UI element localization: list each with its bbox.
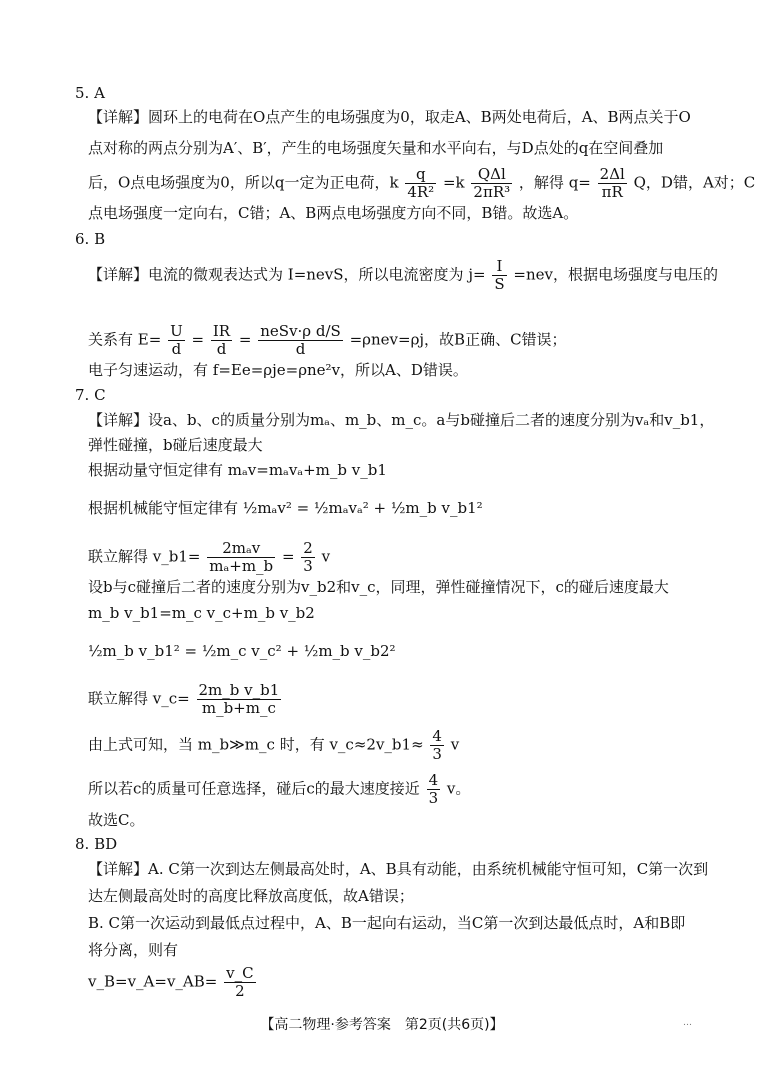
fraction: $\frac{2}{3}$ bbox=[303, 539, 313, 575]
q5-line4: 点电场强度一定向右，C错；A、B两点电场强度方向不同，B错。故选A。 bbox=[88, 204, 579, 222]
fraction: $\frac{2\Delta l}{\pi R}$ bbox=[599, 165, 625, 201]
equation: ½mₐv² = ½mₐvₐ² + ½m_b v_b1² bbox=[242, 499, 483, 517]
fraction: $\frac{4}{3}$ bbox=[432, 727, 442, 763]
text: =nev，根据电场强度与电压的 bbox=[513, 265, 718, 284]
q5-line3 bbox=[88, 166, 755, 201]
q8-line4: 将分离，则有 bbox=[88, 941, 179, 959]
q7-line6: 设b与c碰撞后二者的速度分别为v_b2和v_c，同理，弹性碰撞情况下，c的碰后速度最大 bbox=[88, 578, 669, 596]
answer-5: 5. A bbox=[75, 84, 105, 102]
q7-line7: m_b v_b1=m_c v_c+m_b v_b2 bbox=[88, 604, 315, 622]
q5-line2: 点对称的两点分别为A′、B′，产生的电场强度矢量和水平向右，与D点处的q在空间叠加 bbox=[88, 139, 664, 157]
text: v bbox=[321, 547, 331, 566]
q7-line5 bbox=[88, 540, 330, 575]
q6-line3: 电子匀速运动，有 f=Ee=ρje=ρne²v，所以A、D错误。 bbox=[88, 361, 468, 379]
text: = bbox=[281, 547, 295, 566]
answer-7: 7. C bbox=[75, 386, 106, 404]
q8-line2: 达左侧最高处时的高度比释放高度低，故A错误； bbox=[88, 887, 414, 905]
q7-line2: 弹性碰撞，b碰后速度最大 bbox=[88, 436, 263, 454]
corner-mark: … bbox=[683, 1018, 692, 1028]
fraction: $\frac{I}{S}$ bbox=[494, 257, 505, 293]
q6-line1 bbox=[88, 258, 718, 293]
q6-line2 bbox=[88, 323, 567, 358]
q7-line8: ½m_b v_b1² = ½m_c v_c² + ½m_b v_b2² bbox=[88, 642, 396, 660]
text: Q，D错，A对；C bbox=[633, 173, 756, 192]
q8-line3: B. C第一次运动到最低点过程中，A、B一起向右运动，当C第一次到达最低点时，A和B即 bbox=[88, 914, 686, 932]
text: v_B=v_A=v_AB= bbox=[88, 972, 218, 991]
q7-line9 bbox=[88, 682, 283, 717]
text: = bbox=[238, 330, 252, 349]
text: =k bbox=[442, 173, 465, 192]
q8-line5 bbox=[88, 965, 258, 1000]
text: 根据机械能守恒定律有 bbox=[88, 499, 239, 517]
q5-line1: 【详解】圆环上的电荷在O点产生的电场强度为0，取走A、B两处电荷后，A、B两点关于O bbox=[88, 108, 691, 126]
page-footer: 【高二物理·参考答案 第2页(共6页)】 bbox=[260, 1017, 504, 1033]
q7-line1: 【详解】设a、b、c的质量分别为mₐ、m_b、m_c。a与b碰撞后二者的速度分别为vₐ和v_b1， bbox=[88, 411, 715, 429]
answer-6: 6. B bbox=[75, 230, 106, 248]
text: ，解得 q= bbox=[518, 173, 591, 192]
text: v bbox=[450, 735, 460, 754]
text: =ρnev=ρj，故B正确、C错误； bbox=[349, 330, 567, 349]
text: v。 bbox=[446, 779, 471, 798]
fraction: $\frac{v\_C}{2}$ bbox=[226, 964, 254, 1000]
fraction: $\frac{U}{d}$ bbox=[170, 322, 183, 358]
answer-8: 8. BD bbox=[75, 835, 118, 853]
fraction: $\frac{q}{\text{4R²}}$ bbox=[407, 165, 435, 201]
fraction: $\frac{\text{QΔl}}{\text{2πR³}}$ bbox=[473, 165, 511, 201]
fraction: $\frac{\text{neSv·ρ d/S}}{d}$ bbox=[260, 322, 341, 358]
fraction: $\frac{\text{2m\_b v\_b1}}{m\_b+m\_c}$ bbox=[198, 681, 280, 717]
text: 联立解得 v_b1= bbox=[88, 547, 201, 566]
q7-line12: 故选C。 bbox=[88, 811, 145, 829]
text: 由上式可知，当 m_b≫m_c 时，有 v_c≈2v_b1≈ bbox=[88, 735, 424, 754]
text: 后，O点电场强度为0，所以q一定为正电荷，k bbox=[88, 173, 399, 192]
fraction: $\frac{IR}{d}$ bbox=[212, 322, 231, 358]
q7-line11 bbox=[88, 772, 470, 807]
text: 联立解得 v_c= bbox=[88, 689, 190, 708]
q7-line3: 根据动量守恒定律有 mₐv=mₐvₐ+m_b v_b1 bbox=[88, 461, 387, 479]
q8-line1: 【详解】A. C第一次到达左侧最高处时，A、B具有动能，由系统机械能守恒可知，C第一次到 bbox=[88, 860, 709, 878]
text: 关系有 E= bbox=[88, 330, 162, 349]
text: = bbox=[191, 330, 205, 349]
fraction: $\frac{\text{2mₐv}}{\text{mₐ+m\_b}}$ bbox=[209, 539, 274, 575]
fraction: $\frac{4}{3}$ bbox=[428, 771, 439, 807]
q7-line4 bbox=[88, 498, 483, 518]
text: 所以若c的质量可任意选择，碰后c的最大速度接近 bbox=[88, 779, 420, 798]
q7-line10 bbox=[88, 728, 459, 763]
text: 【详解】电流的微观表达式为 I=nevS，所以电流密度为 j= bbox=[88, 265, 486, 284]
